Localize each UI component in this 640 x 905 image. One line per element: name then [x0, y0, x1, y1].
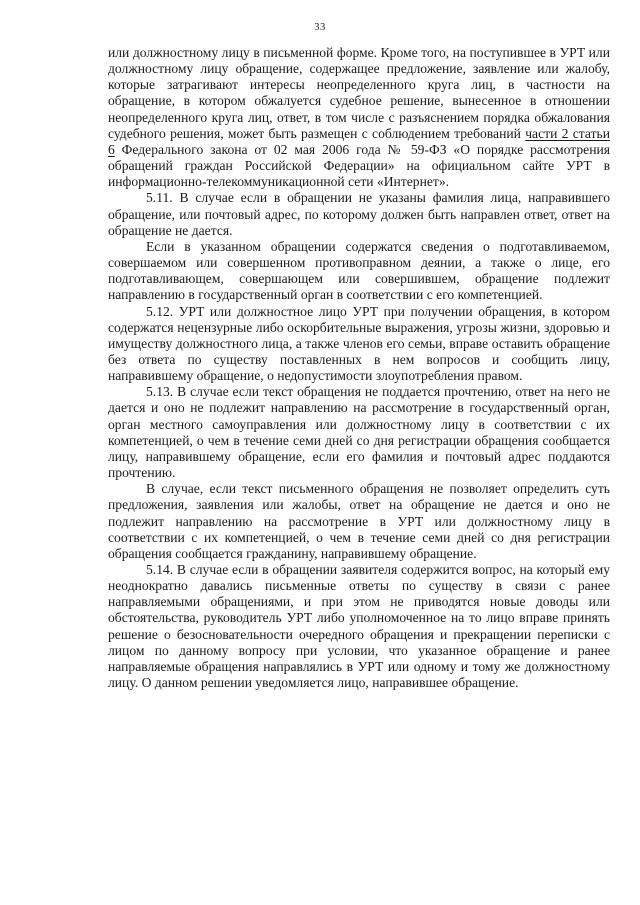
paragraph-text: В случае, если текст письменного обращения не позволяет определить суть предложения, заявления или жалобы, ответ на обращение не дается и оно не подлежит направлению на рассмотрение в УРТ или должностному лицу в соответствии с их компетенцией, о чем в течение семи дней со дня регистрации обращения сообщается гражданину, направившему обращение.: [108, 481, 610, 561]
paragraph: [108, 562, 610, 691]
paragraph-text: Если в указанном обращении содержатся сведения о подготавливаемом, совершаемом или совершенном противоправном деянии, а также о лице, его подготавливающем, совершающем или совершившем, обращение подлежит направлению в государственный орган в соответствии с его компетенцией.: [108, 238, 610, 303]
paragraph: [108, 384, 610, 481]
paragraph: [108, 190, 610, 238]
paragraph: [108, 45, 610, 190]
paragraph-text: 5.11. В случае если в обращении не указаны фамилия лица, направившего обращение, или почтовый адрес, по которому должен быть направлен ответ, ответ на обращение не дается.: [108, 190, 610, 238]
paragraph: [108, 239, 610, 304]
paragraph-text: или должностному лицу в письменной форме. Кроме того, на поступившее в УРТ или должностному лицу обращение, содержащее предложение, заявление или жалобу, которые затрагивают интересы неопределенного круга лиц, в частности на обращение, в котором обжалуется судебное решение, вынесенное в отношении неопределенного круга лиц, ответ, в том числе с разъяснением порядка обжалования судебного решения, может быть размещен с соблюдением требований: [108, 45, 610, 141]
paragraph-text: 5.13. В случае если текст обращения не поддается прочтению, ответ на него не дается и оно не подлежит направлению на рассмотрение в государственный орган, орган местного самоуправления или должностному лицу в соответствии с их компетенцией, о чем в течение семи дней со дня регистрации обращения сообщается лицу, направившему обращение, если его фамилия и почтовый адрес поддаются прочтению.: [108, 384, 610, 481]
body-text: [108, 45, 610, 691]
law-reference-link[interactable]: части 2 статьи 6: [108, 125, 610, 157]
paragraph: [108, 481, 610, 562]
paragraph: [108, 304, 610, 385]
paragraph-text: Федерального закона от 02 мая 2006 года № 59-ФЗ «О порядке рассмотрения обращений граждан Российской Федерации» на официальном сайте УРТ в информационно-телекоммуникационной сети «Интернет».: [108, 141, 610, 190]
paragraph-text: 5.12. УРТ или должностное лицо УРТ при получении обращения, в котором содержатся нецензурные либо оскорбительные выражения, угрозы жизни, здоровью и имуществу должностного лица, а также членов его семьи, вправе оставить обращение без ответа по существу поставленных в нем вопросов и сообщить лицу, направившему обращение, о недопустимости злоупотребления правом.: [108, 303, 610, 384]
paragraph-text: 5.14. В случае если в обращении заявителя содержится вопрос, на который ему неоднократно давались письменные ответы по существу в связи с ранее направляемыми обращениями, и при этом не приводятся новые доводы или обстоятельства, руководитель УРТ либо уполномоченное на то лицо вправе принять решение о безосновательности очередного обращения и прекращении переписки с лицом по данному вопросу при условии, что указанное обращение и ранее направляемые обращения направлялись в УРТ или одному и тому же должностному лицу. О данном решении уведомляется лицо, направившее обращение.: [108, 562, 610, 691]
page-number: 33: [314, 22, 326, 33]
